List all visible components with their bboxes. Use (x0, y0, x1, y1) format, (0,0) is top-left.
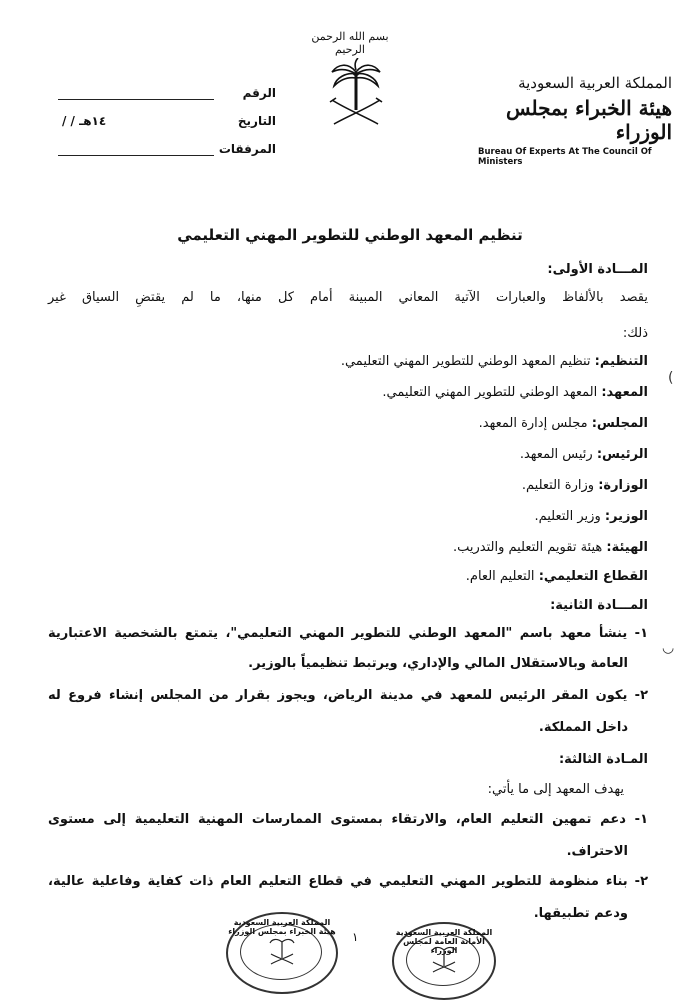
palm-swords-emblem-icon (268, 936, 296, 968)
definition-item: المجلس: مجلس إدارة المعهد. (478, 416, 648, 431)
date-label: التاريخ (237, 114, 276, 128)
palm-swords-emblem-icon (326, 58, 386, 130)
reference-block (58, 72, 276, 156)
definition-item: المعهد: المعهد الوطني للتطوير المهني التعليمي. (382, 385, 648, 400)
article3-p2-line1: ٢- بناء منظومة للتطوير المهني التعليمي في قطاع التعليم العام ذات كفاية وفاعلية عالية، (48, 874, 648, 889)
definition-item: الهيئة: هيئة تقويم التعليم والتدريب. (452, 540, 648, 555)
seal-text: المملكة العربية السعودية هيئة الخبراء بمجلس الوزراء (228, 918, 336, 936)
article3-intro: يهدف المعهد إلى ما يأتي: (487, 782, 624, 797)
article2-p1-line1: ١- ينشأ معهد باسم "المعهد الوطني للتطوير المهني التعليمي"، يتمتع بالشخصية الاعتبارية (48, 626, 648, 641)
article2-heading: المـــادة الثانية: (550, 598, 648, 613)
attachments-line (58, 141, 214, 156)
article1-heading: المـــادة الأولى: (547, 262, 648, 277)
article2-p2-line1: ٢- يكون المقر الرئيس للمعهد في مدينة الرياض، ويجوز بقرار من المجلس إنشاء فروع له (48, 688, 648, 703)
attachments-label: المرفقات (218, 142, 276, 156)
bureau-name-en: Bureau Of Experts At The Council Of Ministers (478, 147, 652, 167)
date-value: / / ١٤هـ (62, 114, 107, 128)
article3-p2-line2: ودعم تطبيقها. (533, 906, 628, 921)
page-number: ١ (352, 930, 359, 944)
number-label: الرقم (242, 86, 276, 100)
kingdom-name: المملكة العربية السعودية (518, 74, 672, 92)
article1-intro-line1: يقصد بالألفاظ والعبارات الآتية المعاني المبينة أمام كل منها، ما لم يقتضِ السياق غير (48, 290, 648, 305)
article1-intro-line2: ذلك: (622, 326, 648, 341)
palm-swords-emblem-icon (430, 944, 458, 976)
definition-item: الرئيس: رئيس المعهد. (519, 447, 648, 462)
official-seal-icon (226, 912, 338, 994)
article2-p2-line2: داخل المملكة. (538, 720, 628, 735)
definition-item: الوزير: وزير التعليم. (534, 509, 648, 524)
article2-p1-line2: العامة وبالاستقلال المالي والإداري، ويرتبط تنظيمياً بالوزير. (248, 656, 628, 671)
article3-p1-line2: الاحتراف. (566, 844, 628, 859)
seal-text: المملكة العربية السعودية الأمانة العامة لمجلس الوزراء (395, 928, 493, 955)
margin-mark: ( (668, 370, 674, 386)
definition-item: القطاع التعليمي: التعليم العام. (465, 569, 648, 584)
bismillah: بسم الله الرحمن الرحيم (311, 30, 389, 56)
article3-p1-line1: ١- دعم تمهين التعليم العام، والارتقاء بمستوى الممارسات المهنية التعليمية إلى مستوى (48, 812, 648, 827)
definition-item: التنظيم: تنظيم المعهد الوطني للتطوير المهني التعليمي. (340, 354, 648, 369)
bureau-name-ar: هيئة الخبراء بمجلس الوزراء (505, 96, 672, 144)
margin-mark: ◡ (662, 640, 675, 656)
number-line (58, 85, 214, 100)
organization-header (472, 74, 672, 167)
date-row (58, 100, 276, 128)
number-row (58, 72, 276, 100)
definition-item: الوزارة: وزارة التعليم. (521, 478, 648, 493)
article3-heading: المـادة الثالثة: (558, 752, 648, 767)
document-title: تنظيم المعهد الوطني للتطوير المهني التعليمي (177, 226, 523, 244)
official-seal-icon (392, 922, 496, 1000)
attachments-row (58, 128, 276, 156)
